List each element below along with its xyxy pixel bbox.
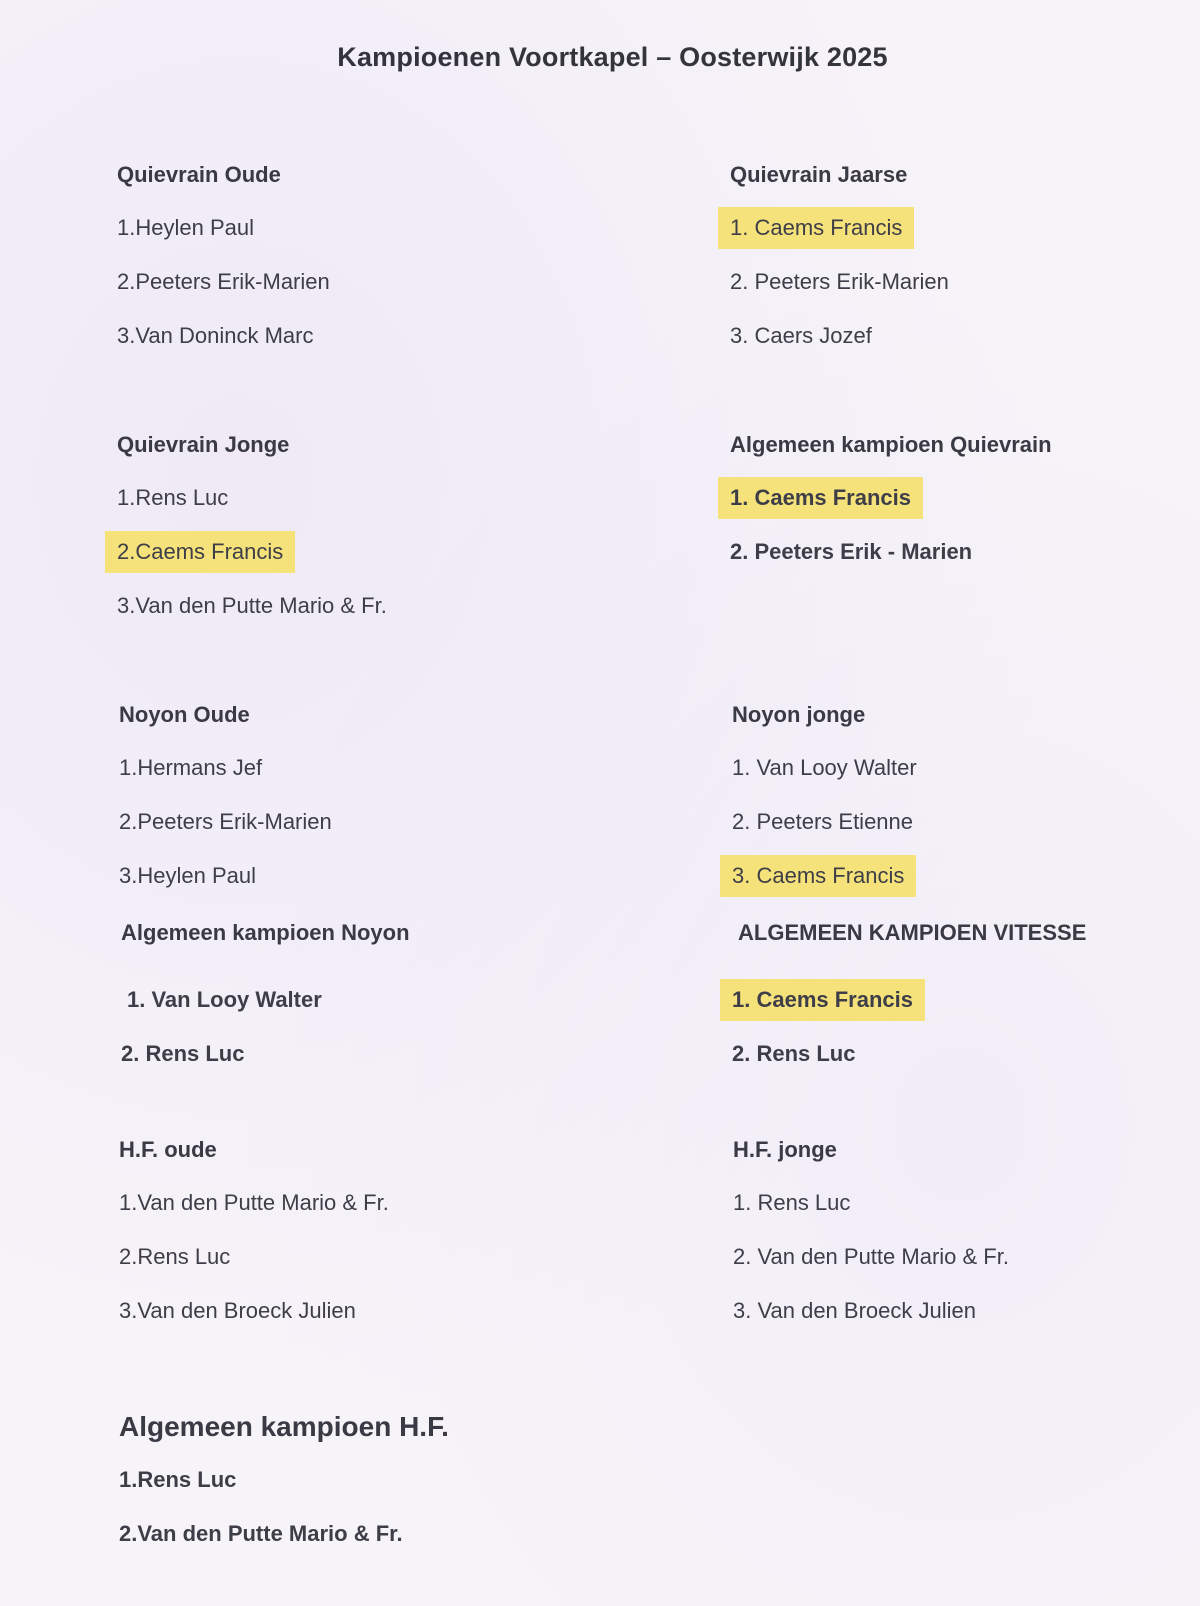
list-item [119, 741, 332, 795]
list-item [117, 309, 330, 363]
list-item [730, 525, 1052, 579]
entry-text: 2.Peeters Erik-Marien [119, 809, 332, 834]
list-item [730, 471, 1052, 525]
entry-text: 2. Peeters Erik - Marien [730, 539, 973, 564]
list-item [733, 1284, 1009, 1338]
highlighted-name: 3. Caems Francis [720, 855, 916, 897]
entry-text: 1.Rens Luc [117, 485, 229, 510]
section-heading: Noyon jonge [732, 702, 866, 727]
list-item [730, 255, 949, 309]
list-item [732, 973, 1086, 1027]
list-item [119, 1176, 389, 1230]
list-item [732, 1027, 1086, 1081]
list-item [117, 255, 330, 309]
section-heading: H.F. jonge [733, 1137, 837, 1162]
entry-text: 3. Van den Broeck Julien [733, 1298, 976, 1323]
entry-text: 3. Caers Jozef [730, 323, 872, 348]
entry-text: 3.Van den Broeck Julien [119, 1298, 356, 1323]
section-algemeen-hf [119, 1408, 449, 1561]
document-title: Kampioenen Voortkapel – Oosterwijk 2025 [337, 42, 888, 72]
entry-text: 1.Van den Putte Mario & Fr. [119, 1190, 389, 1215]
entry-text: 1.Hermans Jef [119, 755, 263, 780]
entry-text: 1.Rens Luc [119, 1467, 237, 1492]
section-heading: Algemeen kampioen H.F. [119, 1411, 449, 1442]
section-heading: Quievrain Jaarse [730, 162, 908, 187]
entry-text: 1. Rens Luc [733, 1190, 851, 1215]
section-hf-jonge [733, 1135, 1009, 1338]
highlighted-name: 1. Caems Francis [718, 477, 923, 519]
section-heading: Algemeen kampioen Quievrain [730, 432, 1052, 457]
section-quievrain-jonge [117, 430, 387, 633]
entry-text: 2. Rens Luc [732, 1041, 856, 1066]
section-heading: Noyon Oude [119, 702, 250, 727]
entry-text: 1.Heylen Paul [117, 215, 254, 240]
section-algemeen-noyon [121, 918, 410, 1081]
list-item [117, 201, 330, 255]
list-item [733, 1230, 1009, 1284]
entry-text: 1. Van Looy Walter [732, 755, 917, 780]
section-noyon-jonge [732, 700, 917, 903]
entry-text: 1. Van Looy Walter [127, 987, 322, 1012]
list-item [121, 1027, 410, 1081]
list-item [119, 1230, 389, 1284]
entry-text: 2. Van den Putte Mario & Fr. [733, 1244, 1009, 1269]
section-heading: Quievrain Oude [117, 162, 281, 187]
entry-text: 2.Rens Luc [119, 1244, 231, 1269]
list-item [732, 849, 917, 903]
list-item [119, 1507, 449, 1561]
entry-text: 2. Rens Luc [121, 1041, 245, 1066]
section-heading: ALGEMEEN KAMPIOEN VITESSE [738, 920, 1087, 945]
highlighted-name: 1. Caems Francis [720, 979, 925, 1021]
list-item [119, 849, 332, 903]
list-item [119, 1284, 389, 1338]
entry-text: 2.Van den Putte Mario & Fr. [119, 1521, 403, 1546]
list-item [117, 579, 387, 633]
highlighted-name: 1. Caems Francis [718, 207, 914, 249]
section-noyon-oude [119, 700, 332, 903]
highlighted-name: 2.Caems Francis [105, 531, 295, 573]
entry-text: 3.Van den Putte Mario & Fr. [117, 593, 387, 618]
section-heading: Algemeen kampioen Noyon [121, 920, 410, 945]
section-quievrain-oude [117, 160, 330, 363]
list-item [730, 201, 949, 255]
list-item [121, 973, 410, 1027]
section-quievrain-jaarse [730, 160, 949, 363]
entry-text: 2.Peeters Erik-Marien [117, 269, 330, 294]
section-algemeen-quievrain [730, 430, 1052, 579]
list-item [117, 471, 387, 525]
list-item [733, 1176, 1009, 1230]
section-heading: Quievrain Jonge [117, 432, 290, 457]
section-algemeen-vitesse [732, 918, 1087, 1081]
list-item [119, 1453, 449, 1507]
section-hf-oude [119, 1135, 389, 1338]
entry-text: 2. Peeters Etienne [732, 809, 914, 834]
list-item [732, 741, 917, 795]
list-item [730, 309, 949, 363]
entry-text: 3.Heylen Paul [119, 863, 256, 888]
list-item [119, 795, 332, 849]
list-item [117, 525, 387, 579]
list-item [732, 795, 917, 849]
entry-text: 2. Peeters Erik-Marien [730, 269, 949, 294]
section-heading: H.F. oude [119, 1137, 217, 1162]
entry-text: 3.Van Doninck Marc [117, 323, 314, 348]
